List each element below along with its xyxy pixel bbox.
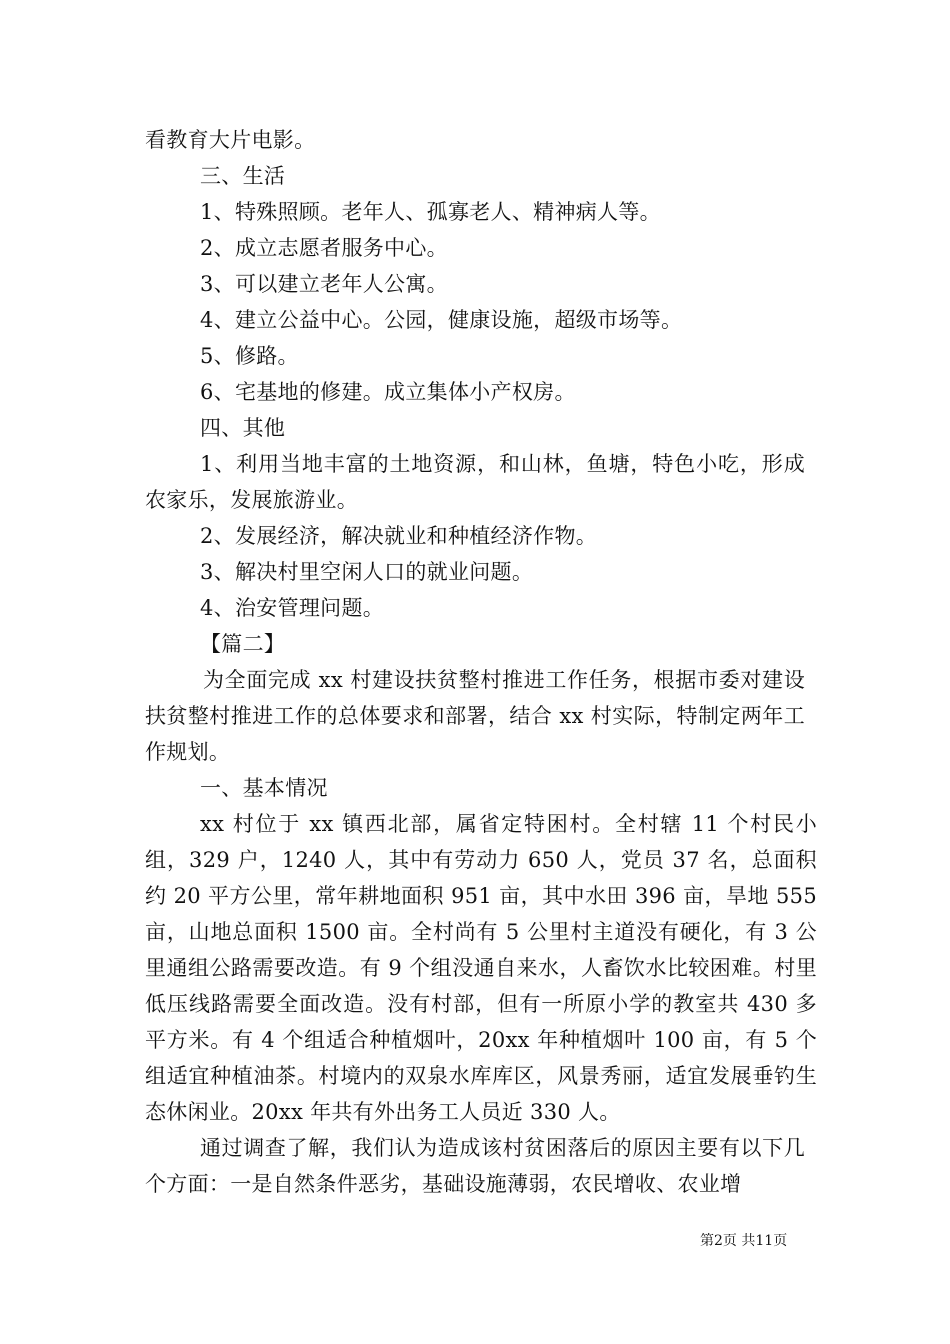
intro-paragraph: 为全面完成 xx 村建设扶贫整村推进工作任务，根据市委对建设扶贫整村推进工作的总体要求和部署，结合 xx 村实际，特制定两年工作规划。 <box>145 668 805 764</box>
section-heading-other: 四、其他 <box>200 416 286 440</box>
footer-prefix: 第 <box>700 1233 714 1249</box>
list-item: 6、宅基地的修建。成立集体小产权房。 <box>200 380 576 404</box>
section-heading-life: 三、生活 <box>200 164 286 188</box>
list-item: 2、发展经济，解决就业和种植经济作物。 <box>200 524 598 548</box>
list-item: 2、成立志愿者服务中心。 <box>200 236 448 260</box>
current-page-number: 2 <box>714 1233 723 1249</box>
list-item: 3、解决村里空闲人口的就业问题。 <box>200 560 534 584</box>
basic-info-paragraph: xx 村位于 xx 镇西北部，属省定特困村。全村辖 11 个村民小组，329 户，1240 人，其中有劳动力 650 人，党员 37 名，总面积约 20 平方公里，常年耕地面积 951 亩，其中水田 396 亩，旱地 555 亩，山地总面积 1500 亩。全村尚有 5 公里村主道没有硬化，有 3 公里通组公路需要改造。有 9 个组没通自来水，人畜饮水比较困难。村里低压线路需要全面改造。没有村部，但有一所原小学的教室共 430 多平方米。有 4 个组适合种植烟叶，20xx 年种植烟叶 100 亩，有 5 个组适宜种植油茶。村境内的双泉水库库区，风景秀丽，适宜发展垂钓生态休闲业。20xx 年共有外出务工人员近 330 人。 <box>145 812 817 1124</box>
list-item: 4、治安管理问题。 <box>200 596 385 620</box>
continuation-line: 看教育大片电影。 <box>145 128 316 152</box>
list-item: 3、可以建立老年人公寓。 <box>200 272 448 296</box>
page-footer <box>700 1230 830 1250</box>
list-item-paragraph: 1、利用当地丰富的土地资源，和山林，鱼塘，特色小吃，形成农家乐，发展旅游业。 <box>145 452 805 512</box>
total-page-number: 11 <box>755 1233 774 1249</box>
list-item: 4、建立公益中心。公园，健康设施，超级市场等。 <box>200 308 683 332</box>
section-heading-basic: 一、基本情况 <box>200 776 328 800</box>
cause-paragraph: 通过调查了解，我们认为造成该村贫困落后的原因主要有以下几个方面：一是自然条件恶劣，基础设施薄弱，农民增收、农业增 <box>145 1136 805 1196</box>
footer-middle: 页 共 <box>722 1233 756 1249</box>
list-item: 1、特殊照顾。老年人、孤寡老人、精神病人等。 <box>200 200 661 224</box>
part-heading: 【篇二】 <box>200 632 286 656</box>
footer-suffix: 页 <box>773 1233 788 1249</box>
list-item: 5、修路。 <box>200 344 299 368</box>
